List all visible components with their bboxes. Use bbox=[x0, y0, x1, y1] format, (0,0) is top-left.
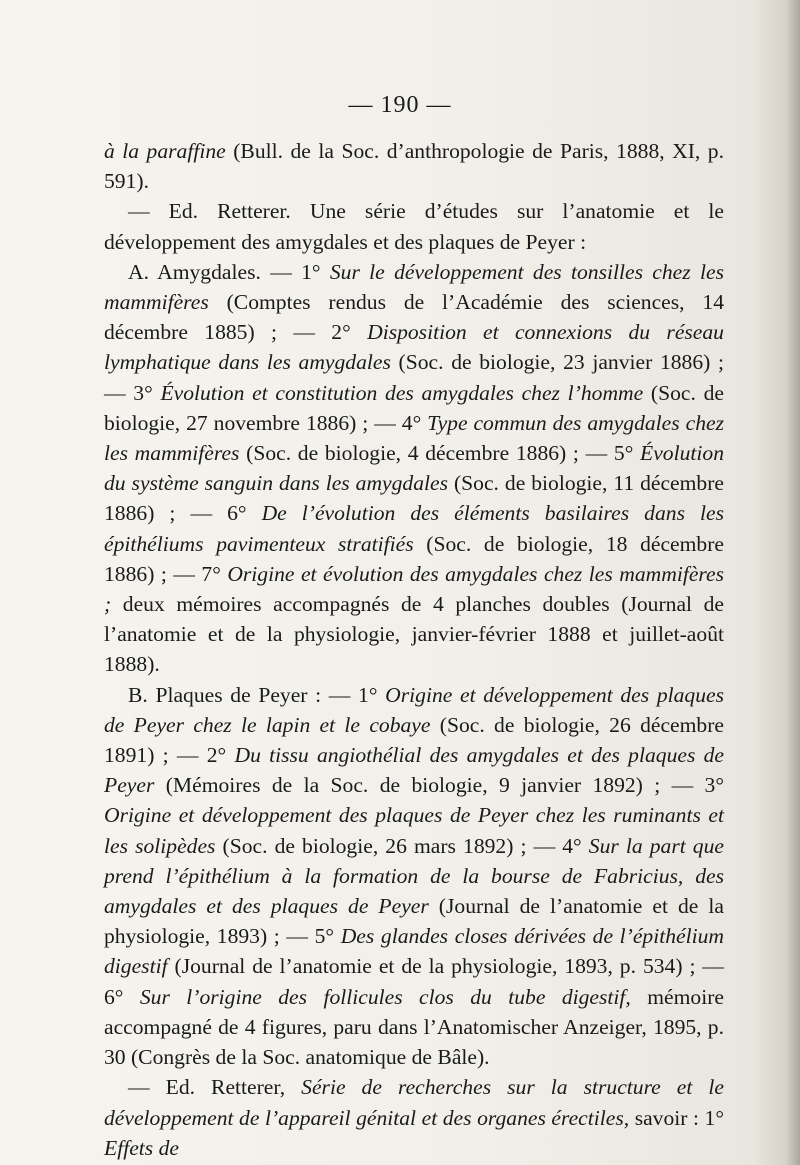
text-run: (Soc. de biologie, 23 janvier 1886) ; — 3° bbox=[104, 350, 725, 405]
italic-title-run: Évolution du système sanguin dans les amygdales bbox=[104, 441, 724, 496]
italic-title-run: Série de recherches sur la structure et le développement de l’appareil génital et des organes érectiles, bbox=[104, 1075, 724, 1130]
text-run: (Soc. de biologie, 26 décembre 1891) ; — 2° bbox=[104, 712, 724, 768]
text-run: (Comptes rendus de l’Académie des sciences, 14 décembre 1885) ; — 2° bbox=[104, 290, 724, 345]
italic-title-run: Type commun des amygdales chez les mammifères bbox=[104, 410, 724, 466]
text-run: — Ed. Retterer, bbox=[128, 1075, 302, 1100]
italic-title-run: De l’évolution des éléments basilaires dans les épithéliums pavimenteux stratifiés bbox=[104, 501, 725, 556]
italic-title-run: Des glandes closes dérivées de l’épithélium digestif bbox=[104, 924, 724, 979]
italic-title-run: Disposition et connexions du réseau lymphatique dans les amygdales bbox=[104, 320, 724, 375]
text-run: deux mémoires accompagnés de 4 planches doubles (Journal de l’anatomie et de la physiologie, janvier-février 1888 et juillet-août 1888). bbox=[104, 592, 724, 677]
text-run: savoir : 1° bbox=[629, 1105, 724, 1130]
text-run: B. Plaques de Peyer : — 1° bbox=[128, 682, 386, 707]
italic-title-run: Origine et évolution des amygdales chez les mammifères ; bbox=[104, 561, 724, 617]
text-run: (Soc. de biologie, 27 novembre 1886) ; — 4° bbox=[104, 380, 724, 435]
text-run: (Soc. de biologie, 4 décembre 1886) ; — 5° bbox=[239, 441, 641, 466]
text-run: — Ed. Retterer. Une série d’études sur l’anatomie et le développement des amygdales et des plaques de Peyer : bbox=[104, 199, 724, 254]
text-run: (Bull. de la Soc. d’anthropologie de Paris, 1888, XI, p. 591). bbox=[104, 139, 724, 194]
text-run: (Journal de l’anatomie et de la physiologie, 1893, p. 534) ; — 6° bbox=[104, 954, 724, 1009]
text-run: A. Amygdales. — 1° bbox=[128, 259, 330, 284]
italic-title-run: Sur le développement des tonsilles chez les mammifères bbox=[104, 259, 724, 315]
paragraph bbox=[104, 680, 724, 1073]
text-run: (Mémoires de la Soc. de biologie, 9 janvier 1892) ; — 3° bbox=[154, 773, 724, 798]
italic-title-run: Évolution et constitution des amygdales chez l’homme bbox=[160, 380, 644, 405]
paragraph bbox=[104, 136, 724, 196]
italic-title-run: Origine et développement des plaques de Peyer chez les ruminants et les solipèdes bbox=[104, 803, 724, 858]
italic-title-run: Origine et développement des plaques de Peyer chez le lapin et le cobaye bbox=[104, 682, 725, 737]
italic-title-run: Sur la part que prend l’épithélium à la formation de la bourse de Fabricius, des amygdales et des plaques de Peyer bbox=[104, 833, 724, 919]
text-run: mémoire accompagné de 4 figures, paru dans l’Anatomischer Anzeiger, 1895, p. 30 (Congrès de la Soc. anatomique de Bâle). bbox=[104, 984, 724, 1070]
italic-title-run: à la paraffine bbox=[104, 139, 226, 163]
paragraph bbox=[104, 196, 724, 256]
body-text bbox=[104, 136, 724, 1163]
italic-title-run: Effets de bbox=[104, 1135, 179, 1160]
text-run: (Soc. de biologie, 18 décembre 1886) ; — 7° bbox=[104, 531, 724, 586]
italic-title-run: Sur l’origine des follicules clos du tube digestif, bbox=[139, 984, 631, 1009]
page-edge-shadow bbox=[786, 0, 800, 1165]
paragraph bbox=[104, 257, 724, 680]
text-run: (Soc. de biologie, 11 décembre 1886) ; — 6° bbox=[104, 471, 724, 526]
text-run: (Soc. de biologie, 26 mars 1892) ; — 4° bbox=[215, 833, 589, 858]
text-run: (Journal de l’anatomie et de la physiologie, 1893) ; — 5° bbox=[104, 894, 724, 949]
italic-title-run: Du tissu angiothélial des amygdales et des plaques de Peyer bbox=[104, 743, 725, 798]
paragraph bbox=[104, 1072, 724, 1163]
page-number: — 190 — bbox=[348, 92, 452, 118]
